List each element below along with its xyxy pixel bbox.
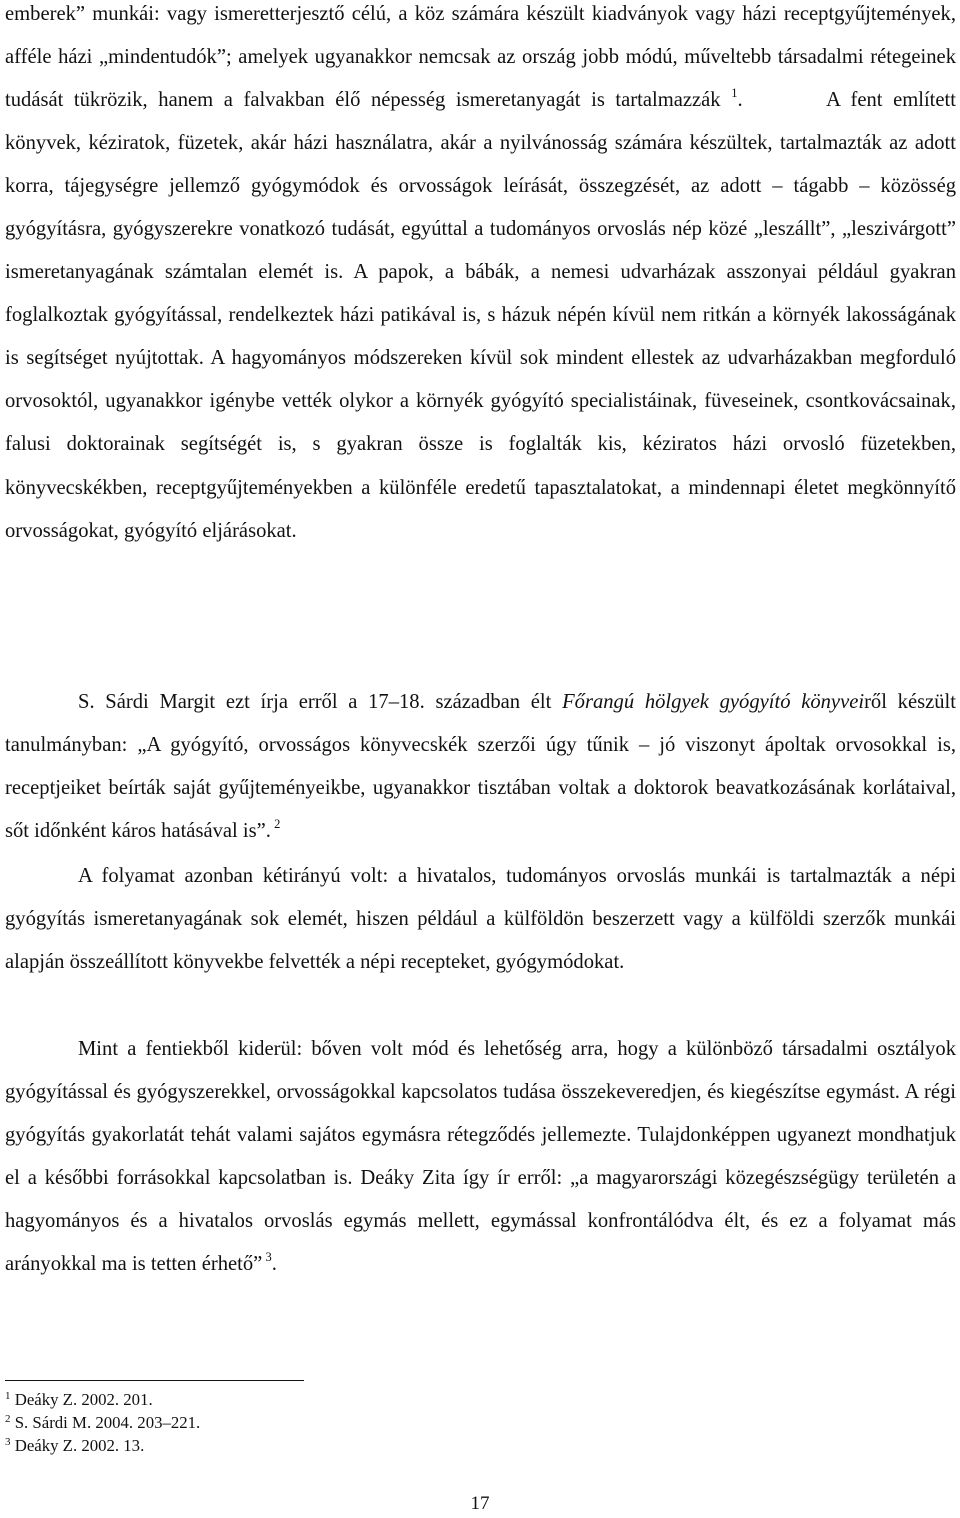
text-run: A folyamat azonban kétirányú volt: a hivatalos, tudományos orvoslás munkái is tartalmazták a népi gyógyítás ismeretanyagának sok elemét, hiszen például a külföldön beszerzett vagy a külföldi szerzők munkái alapján összeállított könyvekbe felvették a népi recepteket, gyógymódokat. xyxy=(5,865,956,974)
text-run: ről készült tanulmányban: „A gyógyító, orvosságos könyvecskék szerzői úgy tűnik – jó viszonyt ápoltak orvosokkal is, receptjeiket beírták saját gyűjteményeikbe, ugyanakkor tisztában voltak a doktorok beavatkozásának korlátaival, sőt időnként káros hatásával is”. xyxy=(5,691,956,843)
text-run: A fent említett könyvek, kéziratok, füzetek, akár házi használatra, akár a nyilvánosság számára készültek, tartalmazták az adott korra, tájegységre jellemző gyógymódok és orvosságok leírását, összegzését, az adott – tágabb – közösség gyógyításra, gyógyszerekre vonatkozó tudását, egyúttal a tudományos orvoslás nép közé „leszállt”, „leszivárgott” ismeretanyagának számtalan elemét is. A papok, a bábák, a nemesi udvarházak asszonyai például gyakran foglalkoztak gyógyítással, rendelkeztek házi patikával is, s házuk népén kívül nem ritkán a környék lakosságának is segítséget nyújtottak. A hagyományos módszereken kívül sok mindent ellestek az udvarházakban megforduló orvosoktól, ugyanakkor igénybe vették olykor a környék gyógyító specialistáinak, füveseinek, csontkovácsainak, falusi doktorainak segítségét is, s gyakran össze is foglalták kis, kéziratos házi orvosló füzetekben, könyvecskékben, receptgyűjteményekben a különféle eredetű tapasztalatokat, a mindennapi életet megkönnyítő orvosságokat, gyógyító eljárásokat. xyxy=(5,89,956,542)
footnote-ref-3[interactable]: 3 xyxy=(262,1250,272,1265)
footnote-text: Deáky Z. 2002. 13. xyxy=(10,1436,145,1455)
footnote-text: Deáky Z. 2002. 201. xyxy=(10,1390,153,1409)
footnotes xyxy=(5,1388,200,1457)
footnote-ref-1[interactable]: 1 xyxy=(731,86,738,101)
text-run: S. Sárdi Margit ezt írja erről a 17–18. században élt xyxy=(78,691,563,713)
paragraph-2 xyxy=(5,681,956,853)
text-run: . xyxy=(271,1253,277,1276)
paragraph-indent xyxy=(5,691,78,713)
footnote-1 xyxy=(5,1388,200,1411)
paragraph-indent xyxy=(5,865,78,887)
footnote-number: 2 xyxy=(5,1413,11,1425)
footnote-2 xyxy=(5,1411,200,1434)
footnote-divider xyxy=(5,1380,304,1381)
footnote-number: 3 xyxy=(5,1436,11,1448)
text-run: . xyxy=(737,89,754,112)
footnote-3 xyxy=(5,1434,200,1457)
page-number: 17 xyxy=(470,1493,490,1514)
footnote-number: 1 xyxy=(5,1390,11,1402)
paragraph-3 xyxy=(5,855,956,984)
indented-sentence xyxy=(753,89,826,111)
paragraph-4 xyxy=(5,1028,956,1286)
footnote-ref-2[interactable]: 2 xyxy=(270,817,281,832)
paragraph-1 xyxy=(5,0,956,553)
text-run: emberek” munkái: vagy ismeretterjesztő célú, a köz számára készült kiadványok vagy házi receptgyűjtemények, afféle házi „mindentudók”; amelyek ugyanakkor nemcsak az ország jobb módú, műveltebb társadalmi rétegeinek tudását tükrözik, hanem a falvakban élő népesség ismeretanyagát is tartalmazzák xyxy=(5,3,956,112)
text-run: Mint a fentiekből kiderül: bőven volt mód és lehetőség arra, hogy a különböző társadalmi osztályok gyógyítással és gyógyszerekkel, orvosságokkal kapcsolatos tudása összekeveredjen, és kiegészítse egymást. A régi gyógyítás gyakorlatát tehát valami sajátos egymásra rétegződés jellemezte. Tulajdonképpen ugyanezt mondhatjuk el a későbbi forrásokkal kapcsolatban is. Deáky Zita így ír erről: „a magyarországi közegészségügy területén a hagyományos és a hivatalos orvoslás egymás mellett, egymással konfrontálódva élt, és ez a folyamat más arányokkal ma is tetten érhető” xyxy=(5,1038,956,1276)
footnote-text: S. Sárdi M. 2004. 203–221. xyxy=(10,1413,201,1432)
paragraph-indent xyxy=(5,1038,78,1060)
italic-title: Főrangú hölgyek gyógyító könyvei xyxy=(562,691,865,713)
